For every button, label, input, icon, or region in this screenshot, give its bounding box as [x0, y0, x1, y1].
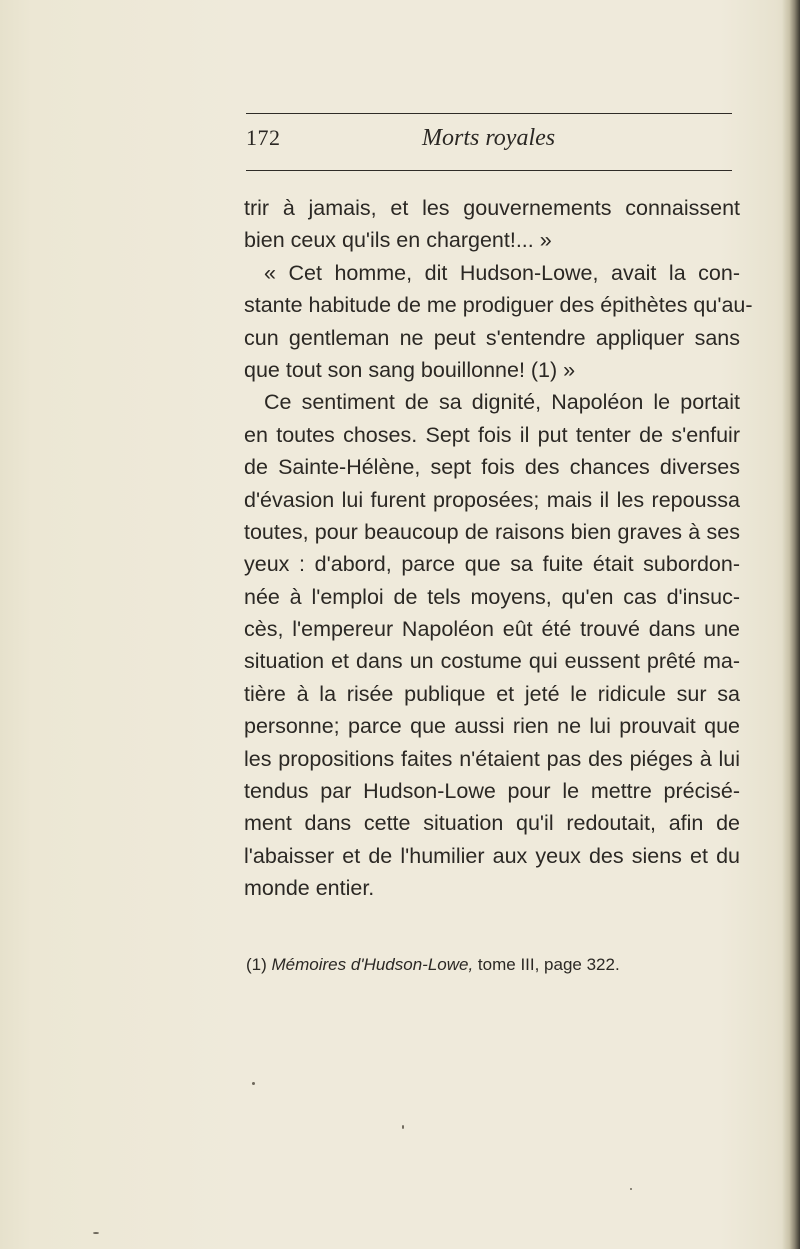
text-line: bien ceux qu'ils en chargent!... »: [244, 228, 552, 253]
footnote-marker: (1): [246, 955, 267, 974]
text-line: d'évasion lui furent proposées; mais il les repoussa: [244, 487, 740, 512]
page-number: 172: [246, 125, 281, 150]
header-rule-bottom: [246, 170, 732, 171]
text-line: personne; parce que aussi rien ne lui prouvait que: [244, 714, 740, 739]
footnote-title: Mémoires d'Hudson-Lowe,: [271, 955, 474, 974]
text-line: Ce sentiment de sa dignité, Napoléon le portait: [264, 390, 740, 415]
text-line: l'abaisser et de l'humilier aux yeux des siens et du: [244, 843, 740, 868]
text-line: ment dans cette situation qu'il redoutait, afin de: [244, 811, 740, 836]
text-line: trir à jamais, et les gouvernements connaissent: [244, 196, 740, 220]
footnote: [246, 955, 746, 975]
text-line: tière à la risée publique et jeté le ridicule sur sa: [244, 681, 740, 706]
page-edge-shadow: [782, 0, 800, 1249]
footnote-reference: tome III, page 322.: [477, 955, 620, 974]
text-line: les propositions faites n'étaient pas des piéges à lui: [244, 746, 740, 771]
text-line: cun gentleman ne peut s'entendre appliquer sans: [244, 325, 740, 350]
text-line: toutes, pour beaucoup de raisons bien graves à ses: [244, 519, 740, 544]
header-rule-top: [246, 113, 732, 114]
text-line: née à l'emploi de tels moyens, qu'en cas d'insuc-: [244, 584, 740, 609]
text-line: que tout son sang bouillonne! (1) »: [244, 357, 576, 382]
running-title: Morts royales: [422, 125, 556, 151]
body-text: [244, 192, 753, 905]
text-line: de Sainte-Hélène, sept fois des chances diverses: [244, 455, 740, 480]
text-line: monde entier.: [244, 876, 375, 901]
page-header: [246, 125, 732, 161]
text-line: situation et dans un costume qui eussent prêté ma-: [244, 649, 740, 674]
text-line: en toutes choses. Sept fois il put tenter de s'enfuir: [244, 422, 740, 447]
text-line: tendus par Hudson-Lowe pour le mettre précisé-: [244, 779, 740, 804]
text-line: cès, l'empereur Napoléon eût été trouvé dans une: [244, 617, 740, 642]
text-line: yeux : d'abord, parce que sa fuite était subordon-: [244, 552, 740, 577]
text-line: « Cet homme, dit Hudson-Lowe, avait la con-: [264, 260, 740, 285]
text-line: stante habitude de me prodiguer des épithètes qu'au-: [244, 293, 753, 318]
